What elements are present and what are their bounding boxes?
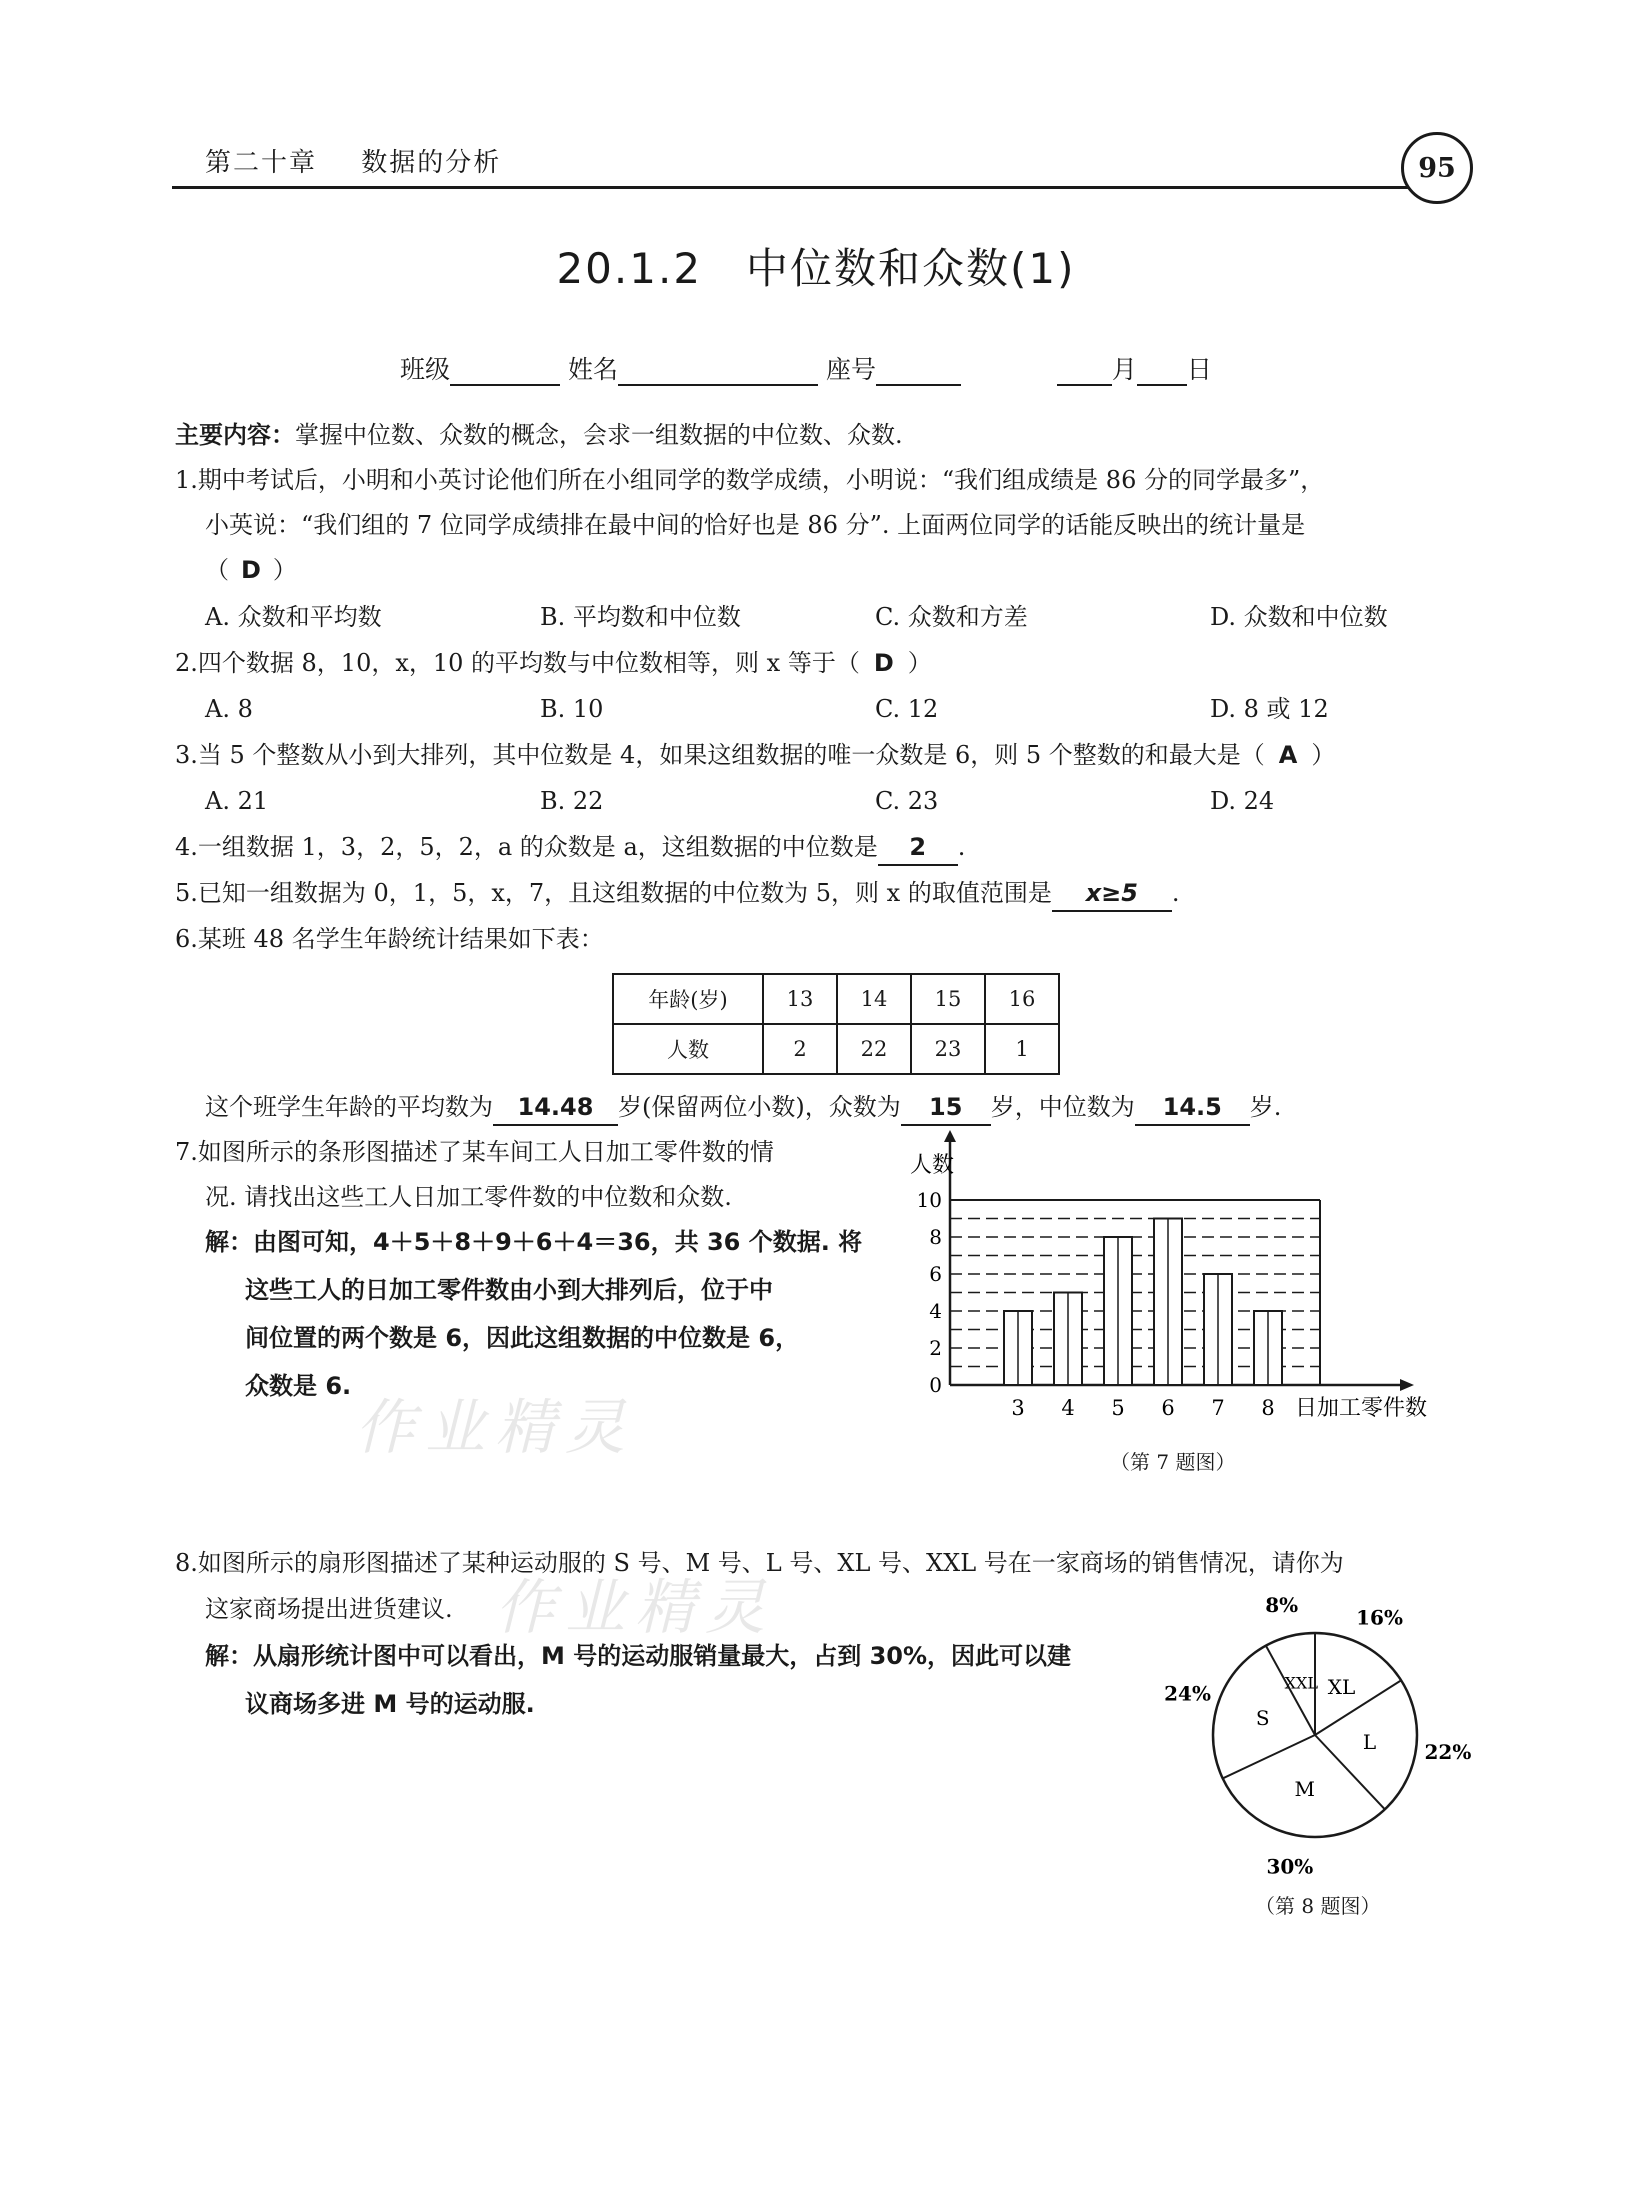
q6-mode-answer: 15 bbox=[901, 1090, 991, 1126]
q7-solution-line: 这些工人的日加工零件数由小到大排列后，位于中 bbox=[245, 1276, 773, 1304]
q1-option-d: D. 众数和中位数 bbox=[1210, 603, 1388, 631]
age-table bbox=[612, 973, 1060, 1075]
q8-caption: （第 8 题图） bbox=[1255, 1894, 1381, 1918]
q6-median-answer: 14.5 bbox=[1135, 1090, 1250, 1126]
pie-value-label: 16% bbox=[1356, 1605, 1403, 1630]
paren-close: ） bbox=[1311, 741, 1336, 769]
pie-value-label: 22% bbox=[1424, 1739, 1472, 1764]
running-header bbox=[205, 142, 535, 179]
q7-solution-line: 解：由图可知，4＋5＋8＋9＋6＋4＝36，共 36 个数据. 将 bbox=[205, 1228, 863, 1256]
table-cell: 1 bbox=[985, 1024, 1059, 1074]
y-tick-label: 2 bbox=[929, 1336, 942, 1360]
table-cell: 23 bbox=[911, 1024, 985, 1074]
x-tick-label: 3 bbox=[1011, 1396, 1025, 1420]
q3-option-a: A. 21 bbox=[205, 787, 269, 815]
table-cell: 13 bbox=[763, 974, 837, 1024]
q8-solution-line: 解：从扇形统计图中可以看出，M 号的运动服销量最大，占到 30%，因此可以建 bbox=[205, 1642, 1072, 1670]
q6-text: 岁. bbox=[1249, 1093, 1282, 1121]
class-label: 班级 bbox=[400, 355, 451, 384]
topic-label: 数据的分析 bbox=[361, 148, 502, 178]
q4-stem-text: 4.一组数据 1，3，2，5，2，a 的众数是 a，这组数据的中位数是 bbox=[175, 833, 878, 861]
q7-line2: 况. 请找出这些工人日加工零件数的中位数和众数. bbox=[205, 1183, 732, 1211]
q4-line bbox=[175, 830, 965, 866]
main-content-text: 掌握中位数、众数的概念，会求一组数据的中位数、众数. bbox=[295, 421, 903, 449]
pie-value-label: 30% bbox=[1266, 1854, 1314, 1875]
name-label: 姓名 bbox=[567, 355, 618, 384]
pie-slice-label: S bbox=[1255, 1706, 1270, 1731]
bar-chart bbox=[880, 1130, 1450, 1430]
q7-caption: （第 7 题图） bbox=[1110, 1450, 1236, 1474]
pie-value-label: 8% bbox=[1265, 1595, 1299, 1618]
pie-chart bbox=[1150, 1595, 1480, 1875]
watermark: 作业精灵 bbox=[355, 1393, 635, 1463]
table-cell: 22 bbox=[837, 1024, 911, 1074]
q5-stem-text: 5.已知一组数据为 0，1，5，x，7，且这组数据的中位数为 5，则 x 的取值范围是 bbox=[175, 879, 1052, 907]
x-axis-label: 日加工零件数 bbox=[1295, 1396, 1428, 1421]
day-blank[interactable] bbox=[1137, 358, 1187, 386]
q8-line1: 8.如图所示的扇形图描述了某种运动服的 S 号、M 号、L 号、XL 号、XXL 号在一家商场的销售情况，请你为 bbox=[175, 1549, 1344, 1577]
class-blank[interactable] bbox=[450, 358, 560, 386]
q6-text: 岁(保留两位小数)，众数为 bbox=[618, 1093, 901, 1121]
watermark: 作业精灵 bbox=[495, 1573, 775, 1643]
y-tick-label: 0 bbox=[929, 1373, 942, 1397]
page-title: 20.1.2 中位数和众数(1) bbox=[556, 244, 1076, 293]
main-content bbox=[175, 418, 903, 452]
q6-mean-answer: 14.48 bbox=[493, 1090, 618, 1126]
table-cell: 15 bbox=[911, 974, 985, 1024]
q6-text: 这个班学生年龄的平均数为 bbox=[205, 1093, 493, 1121]
q7-solution-line: 众数是 6. bbox=[245, 1372, 352, 1400]
q2-answer: D bbox=[873, 649, 894, 677]
q6-stem: 6.某班 48 名学生年龄统计结果如下表： bbox=[175, 925, 604, 953]
pie-slice-label: XXL bbox=[1284, 1673, 1319, 1693]
period: . bbox=[1171, 879, 1180, 907]
x-tick-label: 7 bbox=[1211, 1396, 1225, 1420]
q3-stem bbox=[175, 738, 1335, 772]
pie-slice-label: M bbox=[1294, 1777, 1315, 1802]
pie-value-label: 24% bbox=[1164, 1681, 1211, 1706]
pie-slice-label: XL bbox=[1327, 1674, 1356, 1699]
month-blank[interactable] bbox=[1057, 358, 1112, 386]
q1-option-c: C. 众数和方差 bbox=[875, 603, 1028, 631]
q2-option-d: D. 8 或 12 bbox=[1210, 695, 1329, 723]
q7-solution-line: 间位置的两个数是 6，因此这组数据的中位数是 6， bbox=[245, 1324, 800, 1352]
x-tick-label: 4 bbox=[1061, 1396, 1075, 1420]
q8-solution-line: 议商场多进 M 号的运动服. bbox=[245, 1690, 535, 1718]
table-cell: 14 bbox=[837, 974, 911, 1024]
q3-stem-text: 3.当 5 个整数从小到大排列，其中位数是 4，如果这组数据的唯一众数是 6，则 5 个整数的和最大是（ bbox=[175, 741, 1265, 769]
y-tick-label: 10 bbox=[916, 1188, 942, 1212]
q7-line1: 7.如图所示的条形图描述了某车间工人日加工零件数的情 bbox=[175, 1138, 774, 1166]
q1-answer: D bbox=[241, 556, 261, 584]
q1-line1: 1.期中考试后，小明和小英讨论他们所在小组同学的数学成绩，小明说：“我们组成绩是 86 分的同学最多”， bbox=[175, 466, 1325, 494]
pie-slice-label: L bbox=[1362, 1729, 1377, 1754]
table-cell: 16 bbox=[985, 974, 1059, 1024]
chapter-label: 第二十章 bbox=[205, 148, 318, 178]
info-line bbox=[400, 350, 1212, 386]
table-row bbox=[613, 1024, 1059, 1074]
q3-option-b: B. 22 bbox=[540, 787, 604, 815]
main-content-label: 主要内容： bbox=[175, 421, 295, 449]
table-row bbox=[613, 974, 1059, 1024]
q1-option-a: A. 众数和平均数 bbox=[205, 603, 382, 631]
q1-option-b: B. 平均数和中位数 bbox=[540, 603, 741, 631]
name-blank[interactable] bbox=[618, 358, 818, 386]
q6-followup bbox=[205, 1090, 1281, 1126]
x-tick-label: 6 bbox=[1161, 1396, 1175, 1420]
y-axis-label: 人数 bbox=[910, 1153, 955, 1178]
x-axis-arrow-icon bbox=[1400, 1379, 1414, 1391]
q5-line bbox=[175, 876, 1179, 912]
month-label: 月 bbox=[1111, 355, 1137, 384]
seat-blank[interactable] bbox=[876, 358, 961, 386]
q4-answer: 2 bbox=[878, 830, 958, 866]
q8-line2: 这家商场提出进货建议. bbox=[205, 1595, 453, 1623]
q1-line2: 小英说：“我们组的 7 位同学成绩排在最中间的恰好也是 86 分”. 上面两位同学的话能反映出的统计量是 bbox=[205, 511, 1306, 539]
q2-stem-text: 2.四个数据 8，10，x，10 的平均数与中位数相等，则 x 等于（ bbox=[175, 649, 860, 677]
paren-close: ） bbox=[272, 556, 297, 584]
seat-label: 座号 bbox=[825, 355, 876, 384]
q3-option-c: C. 23 bbox=[875, 787, 939, 815]
period: . bbox=[957, 833, 966, 861]
y-tick-label: 8 bbox=[929, 1225, 942, 1249]
page-number: 95 bbox=[1401, 132, 1473, 204]
header-rule bbox=[172, 186, 1412, 189]
x-tick-label: 5 bbox=[1111, 1396, 1125, 1420]
y-tick-label: 6 bbox=[929, 1262, 942, 1286]
q5-answer: x≥5 bbox=[1052, 876, 1172, 912]
table-header-cell: 年龄(岁) bbox=[613, 974, 763, 1024]
paren-close: ） bbox=[907, 649, 932, 677]
q6-text: 岁，中位数为 bbox=[990, 1093, 1135, 1121]
q2-option-a: A. 8 bbox=[205, 695, 253, 723]
day-label: 日 bbox=[1186, 355, 1212, 384]
paren-open: （ bbox=[205, 556, 229, 584]
q2-option-c: C. 12 bbox=[875, 695, 939, 723]
q1-answer-line bbox=[205, 553, 297, 587]
q2-option-b: B. 10 bbox=[540, 695, 604, 723]
x-tick-label: 8 bbox=[1261, 1396, 1275, 1420]
y-tick-label: 4 bbox=[929, 1299, 942, 1323]
q3-option-d: D. 24 bbox=[1210, 787, 1275, 815]
table-header-cell: 人数 bbox=[613, 1024, 763, 1074]
y-axis-arrow-icon bbox=[944, 1130, 956, 1142]
table-cell: 2 bbox=[763, 1024, 837, 1074]
q2-stem bbox=[175, 646, 932, 680]
q3-answer: A bbox=[1278, 741, 1298, 769]
